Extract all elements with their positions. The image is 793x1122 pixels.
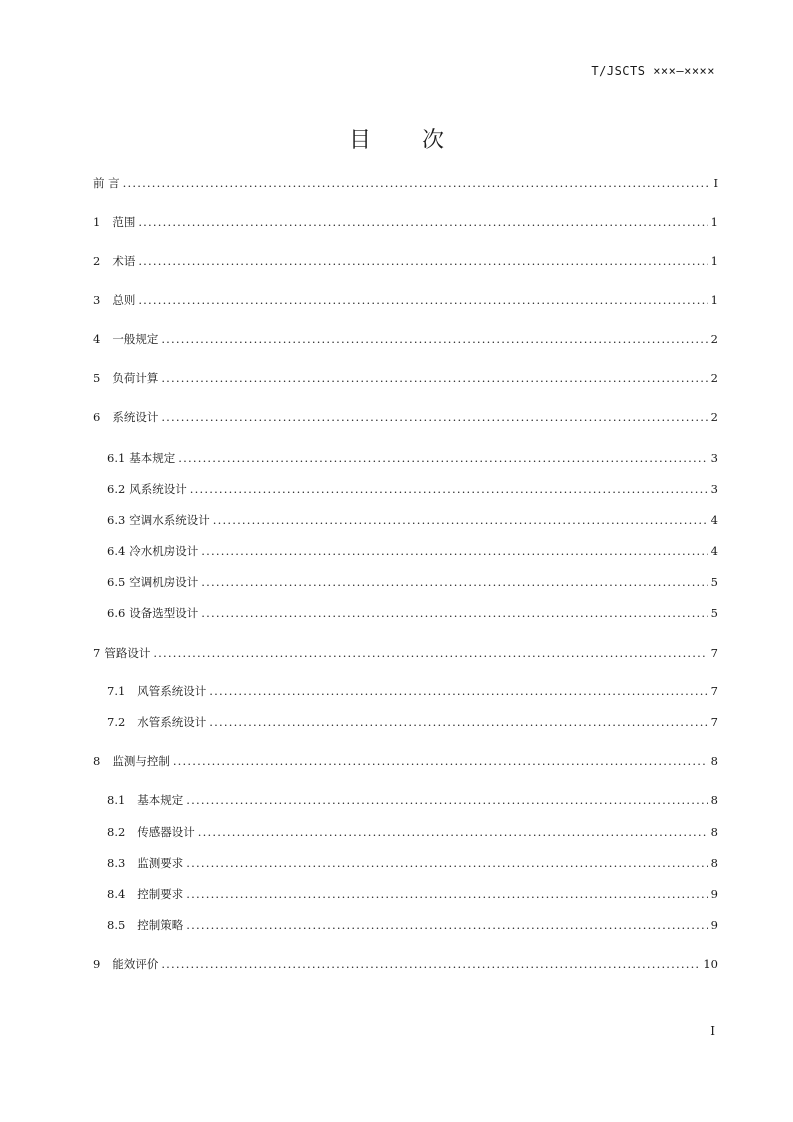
toc-entry-number: 6.3 xyxy=(107,513,126,527)
toc-leader-dots xyxy=(161,408,707,426)
toc-entry-page: 3 xyxy=(710,451,718,465)
toc-entry-8[interactable] xyxy=(93,752,718,770)
toc-entry-number: 8 xyxy=(93,754,101,768)
toc-entry-label: 基本规定 xyxy=(137,793,184,807)
toc-entry-3[interactable] xyxy=(93,291,718,309)
toc-entry-number: 9 xyxy=(93,957,101,971)
toc-entry-page: 5 xyxy=(710,575,718,589)
toc-entry-label: 空调机房设计 xyxy=(129,575,199,589)
toc-entry-page: 1 xyxy=(710,293,718,307)
toc-entry-6-4[interactable] xyxy=(107,542,718,560)
toc-entry-1[interactable] xyxy=(93,213,718,231)
toc-entry-number: 3 xyxy=(93,293,101,307)
toc-leader-dots xyxy=(186,885,707,903)
document-code: T/JSCTS ×××—×××× xyxy=(591,64,715,78)
toc-entry-8-2[interactable] xyxy=(107,823,718,841)
toc-entry-page: 2 xyxy=(710,371,718,385)
toc-entry-page: 4 xyxy=(710,513,718,527)
toc-entry-label: 水管系统设计 xyxy=(137,715,207,729)
toc-leader-dots xyxy=(209,682,707,700)
toc-entry-page: 2 xyxy=(710,332,718,346)
toc-entry-8-5[interactable] xyxy=(107,916,718,934)
toc-entry-page: 4 xyxy=(710,544,718,558)
toc-leader-dots xyxy=(186,791,707,809)
toc-entry-7-2[interactable] xyxy=(107,713,718,731)
toc-entry-label: 风系统设计 xyxy=(129,482,187,496)
toc-leader-dots xyxy=(153,644,707,662)
page-number: I xyxy=(710,1024,715,1038)
toc-entry-number: 6.6 xyxy=(107,606,126,620)
toc-entry-label: 能效评价 xyxy=(112,957,159,971)
toc-entry-number: 7.2 xyxy=(107,715,126,729)
toc-entry-label: 监测与控制 xyxy=(112,754,170,768)
toc-entry-number: 2 xyxy=(93,254,101,268)
toc-entry-8-3[interactable] xyxy=(107,854,718,872)
toc-leader-dots xyxy=(161,955,700,973)
toc-entry-label: 总则 xyxy=(112,293,136,307)
toc-leader-dots xyxy=(138,213,707,231)
toc-entry-6-3[interactable] xyxy=(107,511,718,529)
toc-leader-dots xyxy=(186,854,707,872)
toc-entry-number: 1 xyxy=(93,215,101,229)
toc-leader-dots xyxy=(201,604,707,622)
toc-entry-8-1[interactable] xyxy=(107,791,718,809)
toc-entry-label: 一般规定 xyxy=(112,332,159,346)
toc-entry-label: 系统设计 xyxy=(112,410,159,424)
toc-entry-2[interactable] xyxy=(93,252,718,270)
toc-entry-number: 5 xyxy=(93,371,101,385)
toc-entry-6-6[interactable] xyxy=(107,604,718,622)
toc-leader-dots xyxy=(213,511,708,529)
page-title: 目 次 xyxy=(349,128,466,153)
toc-entry-page: 8 xyxy=(710,856,718,870)
toc-entry-page: 7 xyxy=(710,646,718,660)
toc-entry-page: I xyxy=(713,176,718,190)
toc-entry-label: 术语 xyxy=(112,254,136,268)
toc-entry-label: 空调水系统设计 xyxy=(129,513,210,527)
toc-entry-label: 冷水机房设计 xyxy=(129,544,199,558)
toc-entry-label: 前 言 xyxy=(93,176,120,190)
toc-leader-dots xyxy=(201,542,707,560)
toc-entry-page: 10 xyxy=(703,957,718,971)
toc-leader-dots xyxy=(138,291,707,309)
toc-entry-page: 8 xyxy=(710,825,718,839)
toc-entry-7[interactable] xyxy=(93,644,718,662)
toc-entry-page: 8 xyxy=(710,754,718,768)
toc-entry-label: 控制要求 xyxy=(137,887,184,901)
toc-leader-dots xyxy=(178,449,707,467)
toc-leader-dots xyxy=(201,573,707,591)
toc-entry-page: 2 xyxy=(710,410,718,424)
toc-entry-label: 基本规定 xyxy=(129,451,176,465)
toc-entry-5[interactable] xyxy=(93,369,718,387)
toc-entry-6-2[interactable] xyxy=(107,480,718,498)
toc-entry-number: 4 xyxy=(93,332,101,346)
toc-leader-dots xyxy=(209,713,707,731)
toc-entry-number: 6 xyxy=(93,410,101,424)
toc-entry-number: 6.5 xyxy=(107,575,126,589)
toc-entry-number: 8.1 xyxy=(107,793,126,807)
toc-leader-dots xyxy=(198,823,708,841)
toc-entry-label: 范围 xyxy=(112,215,136,229)
toc-entry-number: 6.1 xyxy=(107,451,126,465)
toc-entry-8-4[interactable] xyxy=(107,885,718,903)
toc-entry-number: 7 xyxy=(93,646,101,660)
toc-leader-dots xyxy=(123,174,711,192)
toc-leader-dots xyxy=(161,369,707,387)
toc-entry-page: 1 xyxy=(710,215,718,229)
toc-entry-label: 设备选型设计 xyxy=(129,606,199,620)
toc-entry-label: 负荷计算 xyxy=(112,371,159,385)
toc-entry-number: 6.4 xyxy=(107,544,126,558)
toc-entry-number: 8.4 xyxy=(107,887,126,901)
toc-entry-foreword[interactable] xyxy=(93,174,718,192)
toc-entry-page: 3 xyxy=(710,482,718,496)
toc-entry-label: 风管系统设计 xyxy=(137,684,207,698)
toc-entry-number: 8.3 xyxy=(107,856,126,870)
toc-entry-9[interactable] xyxy=(93,955,718,973)
toc-entry-number: 8.2 xyxy=(107,825,126,839)
toc-entry-page: 9 xyxy=(710,887,718,901)
toc-entry-page: 7 xyxy=(710,684,718,698)
toc-entry-page: 5 xyxy=(710,606,718,620)
toc-leader-dots xyxy=(173,752,708,770)
toc-entry-6-5[interactable] xyxy=(107,573,718,591)
toc-entry-4[interactable] xyxy=(93,330,718,348)
toc-leader-dots xyxy=(186,916,707,934)
toc-entry-6-1[interactable] xyxy=(107,449,718,467)
toc-leader-dots xyxy=(161,330,707,348)
toc-entry-label: 控制策略 xyxy=(137,918,184,932)
toc-entry-number: 8.5 xyxy=(107,918,126,932)
toc-entry-6[interactable] xyxy=(93,408,718,426)
toc-entry-page: 8 xyxy=(710,793,718,807)
toc-entry-number: 7.1 xyxy=(107,684,126,698)
toc-entry-7-1[interactable] xyxy=(107,682,718,700)
toc-entry-label: 监测要求 xyxy=(137,856,184,870)
toc-entry-number: 6.2 xyxy=(107,482,126,496)
toc-entry-label: 管路设计 xyxy=(104,646,151,660)
toc-leader-dots xyxy=(138,252,707,270)
toc-entry-label: 传感器设计 xyxy=(137,825,195,839)
toc-entry-page: 9 xyxy=(710,918,718,932)
toc-leader-dots xyxy=(190,480,708,498)
toc-entry-page: 7 xyxy=(710,715,718,729)
toc-entry-page: 1 xyxy=(710,254,718,268)
